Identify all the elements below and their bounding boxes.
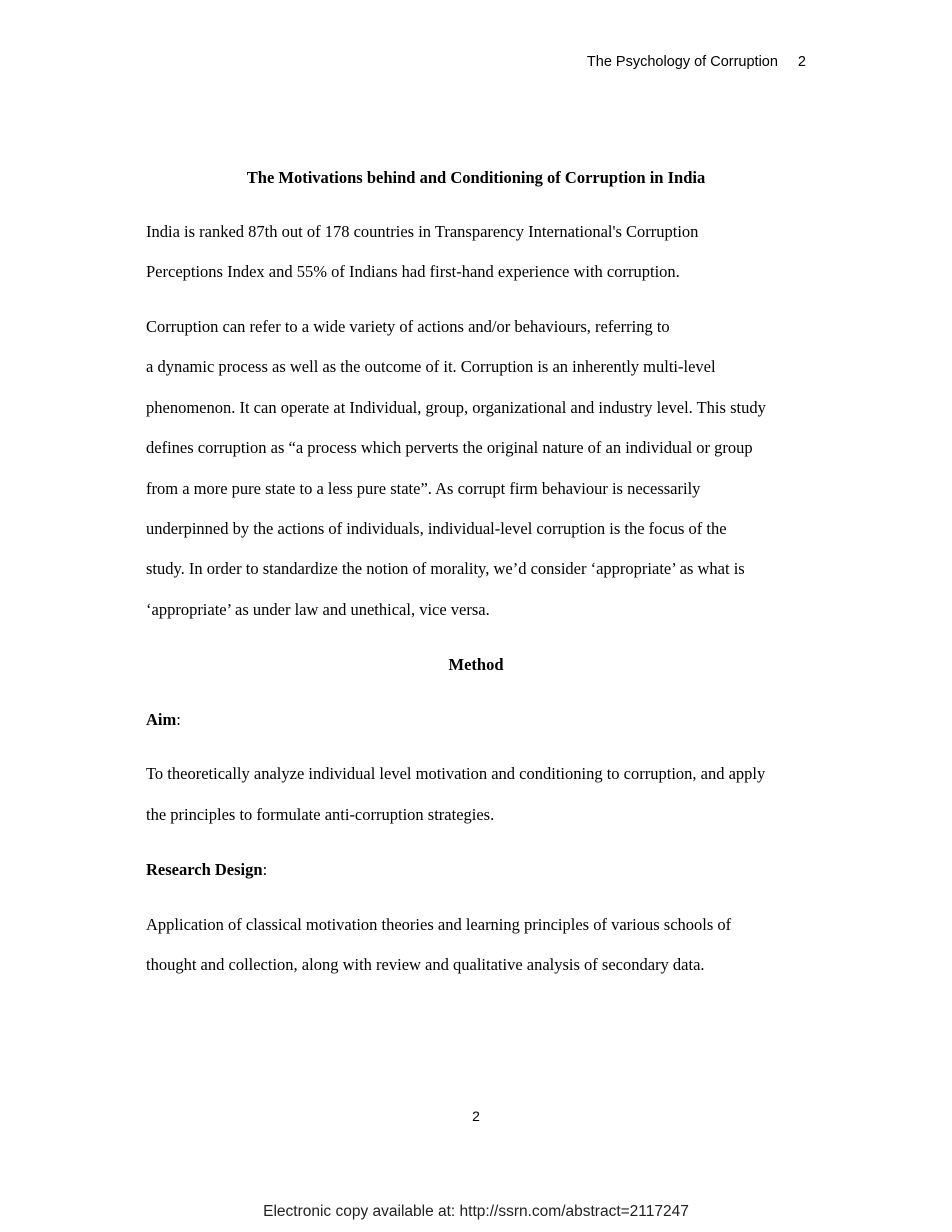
aim-line: the principles to formulate anti-corruption strategies. (146, 805, 495, 824)
definition-line: study. In order to standardize the notion of morality, we’d consider ‘appropriate’ as what is (146, 559, 745, 578)
research-design-line: thought and collection, along with review and qualitative analysis of secondary data. (146, 955, 705, 974)
aim-line: To theoretically analyze individual level motivation and conditioning to corruption, and apply (146, 764, 766, 783)
definition-line: from a more pure state to a less pure state”. As corrupt firm behaviour is necessarily (146, 479, 701, 498)
definition-line: Corruption can refer to a wide variety of actions and/or behaviours, referring to (146, 317, 670, 336)
definition-line: ‘appropriate’ as under law and unethical, vice versa. (146, 600, 490, 619)
aim-label: Aim (146, 710, 177, 729)
method-heading: Method (448, 655, 504, 674)
aim-colon: : (176, 710, 181, 729)
header-page-number: 2 (797, 54, 806, 70)
ssrn-notice: Electronic copy available at: http://ssrn.com/abstract=2117247 (263, 1203, 689, 1220)
research-design-label: Research Design (146, 860, 263, 879)
research-design-colon: : (262, 860, 268, 879)
research-design-subheading (146, 860, 267, 880)
definition-line: defines corruption as “a process which perverts the original nature of an individual or group (146, 438, 753, 457)
intro-line: India is ranked 87th out of 178 countries in Transparency International's Corruption (146, 222, 699, 241)
intro-line: Perceptions Index and 55% of Indians had first-hand experience with corruption. (146, 262, 680, 281)
definition-line: a dynamic process as well as the outcome of it. Corruption is an inherently multi-level (146, 357, 716, 376)
running-header (587, 53, 806, 71)
footer-page-number: 2 (472, 1108, 480, 1124)
paper-title: The Motivations behind and Conditioning of Corruption in India (246, 168, 706, 187)
definition-line: underpinned by the actions of individuals, individual-level corruption is the focus of the (146, 519, 727, 538)
aim-subheading (146, 710, 181, 730)
definition-line: phenomenon. It can operate at Individual, group, organizational and industry level. This study (146, 398, 766, 417)
research-design-line: Application of classical motivation theories and learning principles of various schools of (146, 915, 732, 934)
running-title: The Psychology of Corruption (586, 54, 778, 70)
